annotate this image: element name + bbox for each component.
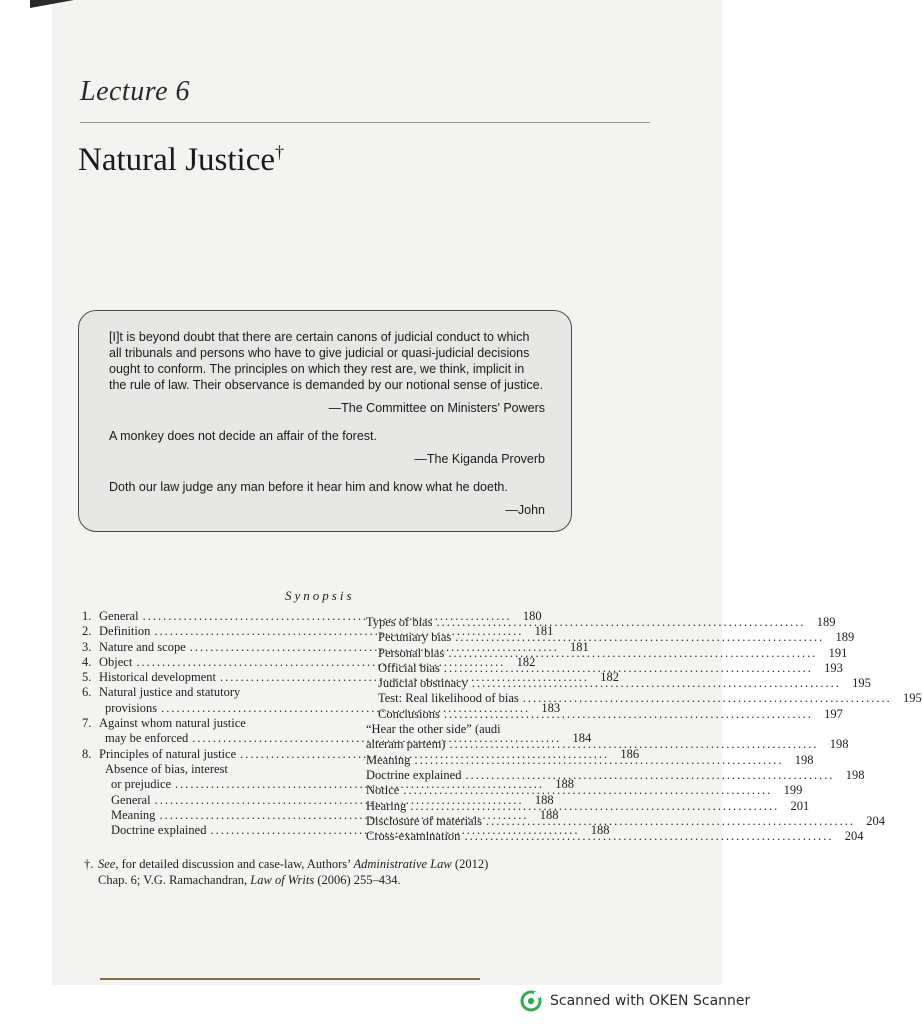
toc-label: Test: Real likelihood of bias	[378, 691, 519, 706]
footnote-line-1	[84, 856, 584, 872]
toc-label: Doctrine explained	[366, 767, 462, 782]
toc-page: 198	[845, 767, 865, 782]
toc-page: 183	[541, 700, 561, 715]
toc-label: Cross-examination	[366, 829, 461, 844]
toc-label: Meaning	[366, 752, 411, 767]
chapter-title-text: Natural Justice	[78, 142, 276, 178]
toc-label: Notice	[366, 783, 400, 798]
toc-page: 181	[570, 639, 589, 654]
footnote-text-2: Chap. 6; V.G. Ramachandran,	[98, 873, 251, 887]
toc-page: 198	[829, 737, 849, 752]
toc-entry	[366, 798, 810, 814]
toc-label: Official bias	[378, 660, 440, 675]
toc-page: 184	[572, 731, 592, 746]
toc-label: alteram partem)	[366, 737, 446, 752]
footnote-mark: †.	[84, 857, 94, 871]
toc-label: Historical development	[99, 670, 216, 685]
footnote-book-2: Law of Writs	[250, 873, 315, 887]
toc-page: 181	[534, 624, 554, 639]
toc-entry	[82, 762, 317, 777]
toc-label: Conclusions	[378, 706, 440, 721]
toc-entry	[366, 706, 843, 722]
toc-page: 197	[824, 706, 843, 721]
toc-label: Judicial obstinacy	[378, 676, 468, 691]
toc-page: 204	[844, 829, 864, 844]
toc-page: 195	[852, 676, 871, 691]
toc-page: 182	[516, 654, 536, 669]
toc-page: 193	[824, 660, 843, 675]
toc-page: 188	[555, 777, 575, 792]
toc-leader	[465, 768, 834, 783]
toc-leader	[444, 707, 813, 722]
toc-label: Pecuniary bias	[378, 630, 452, 645]
toc-number: 1.	[82, 609, 92, 623]
toc-entry	[366, 691, 922, 706]
toc-label: Disclosure of materials	[366, 813, 482, 828]
toc-number: 4.	[82, 654, 92, 669]
footnote-line-2	[84, 872, 584, 888]
toc-label: “Hear the other side” (audi	[366, 722, 501, 737]
toc-label: provisions	[105, 700, 158, 715]
quote-3-text: Doth our law judge any man before it hear him and know what he doeth.	[109, 480, 508, 494]
toc-label: General	[99, 609, 139, 623]
toc-label: Definition	[99, 624, 151, 639]
toc-page: 201	[790, 798, 810, 813]
toc-label: Principles of natural justice	[99, 746, 237, 761]
toc-leader	[523, 691, 892, 706]
toc-number: 8.	[82, 746, 92, 761]
toc-leader	[448, 646, 817, 661]
footnote-text-1: for detailed discussion and case-law, Authors’	[118, 857, 354, 871]
footnote-year-1: (2012)	[451, 857, 489, 871]
toc-page: 195	[903, 691, 922, 706]
toc-label: General	[111, 792, 151, 807]
lecture-number: Lecture 6	[80, 76, 190, 107]
quote-1-attribution: —The Committee on Ministers' Powers	[328, 401, 545, 415]
toc-label: Natural justice and statutory	[99, 685, 241, 700]
toc-entry	[366, 615, 836, 630]
toc-label: Types of bias	[366, 615, 433, 629]
quote-3-attribution: —John	[505, 503, 545, 517]
chapter-title	[78, 142, 284, 179]
toc-page: 198	[794, 752, 814, 767]
toc-leader	[449, 737, 818, 752]
toc-page: 188	[590, 823, 610, 838]
toc-entry	[366, 722, 572, 737]
epigraph-box	[78, 310, 572, 532]
footnote-text-3: (2006) 255–434.	[314, 873, 401, 887]
toc-label: Against whom natural justice	[99, 716, 246, 731]
toc-leader	[436, 615, 805, 630]
toc-page: 180	[522, 609, 542, 623]
toc-number: 7.	[82, 716, 92, 731]
toc-leader	[455, 630, 824, 645]
toc-entry	[82, 716, 317, 731]
toc-entry	[366, 813, 885, 829]
toc-number: 2.	[82, 624, 92, 639]
toc-leader	[444, 661, 813, 676]
toc-entry	[82, 685, 317, 700]
toc-page: 204	[866, 813, 885, 828]
scanner-label: Scanned with OKEN Scanner	[550, 993, 751, 1009]
toc-leader	[414, 753, 783, 768]
scanner-watermark	[520, 990, 750, 1012]
toc-entry	[366, 783, 803, 798]
toc-page: 188	[539, 807, 559, 822]
footnote	[84, 856, 584, 888]
title-dagger: †	[275, 142, 285, 162]
quote-2-attribution: —The Kiganda Proverb	[414, 452, 545, 466]
toc-leader	[464, 829, 833, 844]
toc-entry	[366, 767, 865, 783]
toc-leader	[472, 676, 841, 691]
toc-leader	[403, 783, 772, 798]
toc-label: Nature and scope	[99, 639, 186, 654]
toc-page: 189	[816, 615, 836, 629]
toc-entry	[366, 630, 855, 645]
toc-label: Personal bias	[378, 645, 445, 660]
toc-label: Object	[99, 654, 133, 669]
scanner-logo-icon	[520, 990, 542, 1012]
footnote-book-1: Administrative Law	[353, 857, 452, 871]
page-bottom-edge	[100, 978, 480, 980]
toc-number: 3.	[82, 639, 92, 654]
toc-label: Hearing	[366, 798, 407, 813]
toc-page: 199	[783, 783, 803, 798]
toc-page: 186	[620, 746, 640, 761]
toc-label: may be enforced	[105, 731, 189, 746]
toc-page: 191	[828, 645, 848, 660]
toc-label: Absence of bias, interest	[105, 761, 228, 776]
footnote-see: See,	[98, 857, 119, 871]
toc-leader	[486, 814, 855, 829]
toc-leader	[410, 799, 779, 814]
toc-number: 5.	[82, 670, 92, 685]
quote-1-text: [I]t is beyond doubt that there are certain canons of judicial conduct to which all tribunals and persons who have to give judicial or quasi-judicial decisions ought to conform. The principles on which they rest are, we think, implicit in the rule of law. Their observance is demanded by our notional sense of justice.	[109, 330, 544, 392]
toc-page: 188	[534, 792, 554, 807]
toc-label: or prejudice	[111, 777, 172, 792]
synopsis-heading: Synopsis	[285, 588, 355, 603]
toc-page: 189	[835, 630, 855, 645]
toc-page: 182	[600, 670, 619, 685]
toc-label: Meaning	[111, 807, 156, 822]
toc-entry	[366, 660, 843, 676]
header-rule	[80, 122, 650, 123]
toc-number: 6.	[82, 685, 92, 700]
page-corner-shadow	[30, 0, 74, 8]
quote-2-text: A monkey does not decide an affair of the forest.	[109, 429, 377, 443]
toc-label: Doctrine explained	[111, 823, 207, 838]
